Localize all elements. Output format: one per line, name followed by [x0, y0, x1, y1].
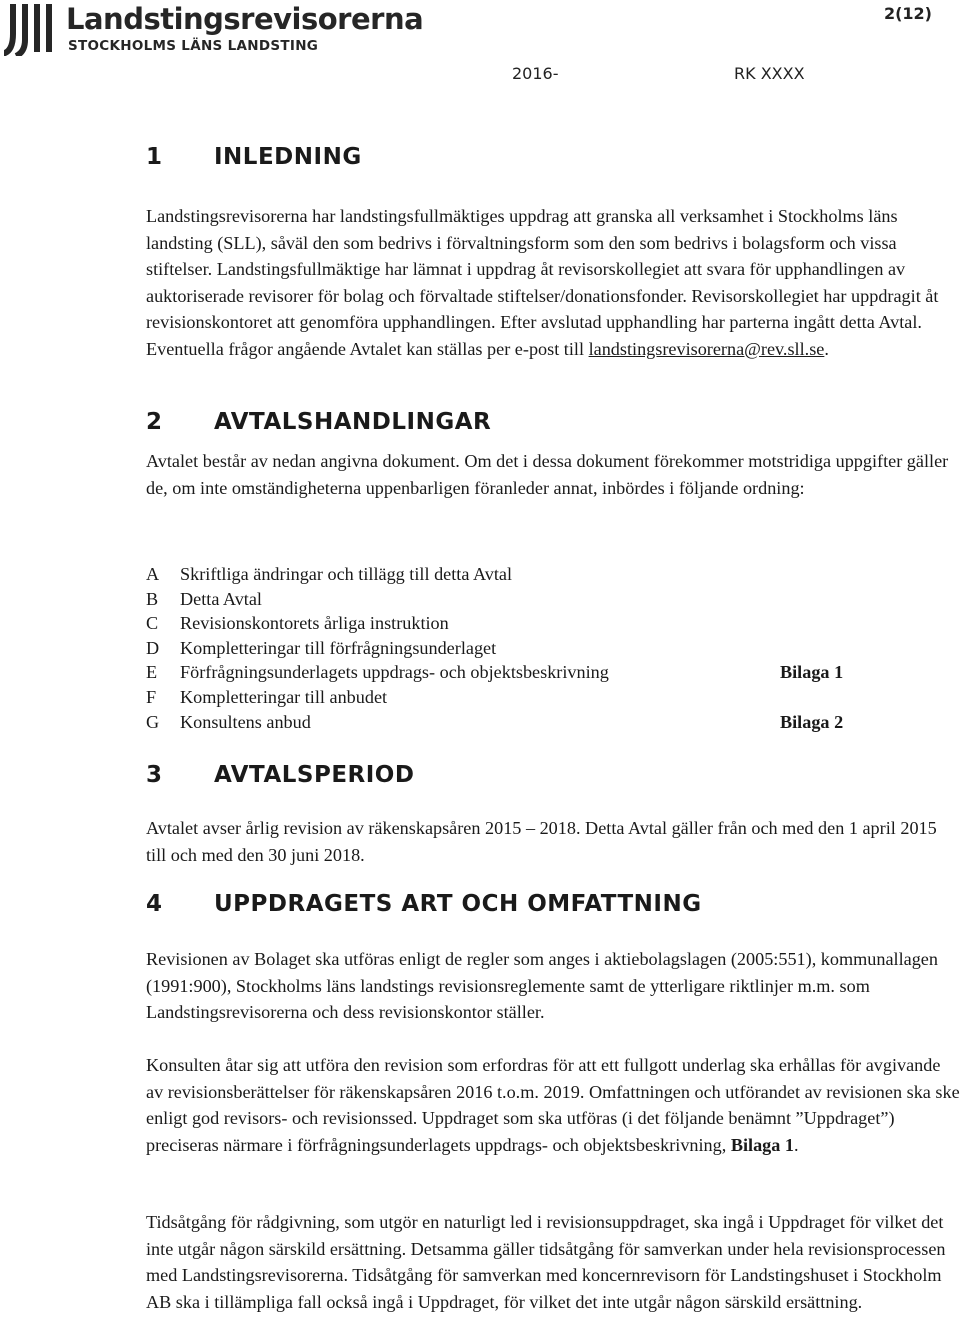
- section-4-paragraph-3: Tidsåtgång för rådgivning, som utgör en naturligt led i revisionsuppdraget, ska ingå i Uppdraget för vilket det inte utgår någon särskild ersättning. Detsamma gäller tidsåtgång för samverkan under hela revisionsprocessen med Landstingsrevisorerna. Tidsåtgång för samverkan med koncernrevisorn för Landstingshuset i Stockholm AB ska i tillämpliga fall också ingå i Uppdraget, för vilket det inte utgår någon särskild ersättning.: [146, 1212, 946, 1312]
- section-heading-1: [146, 144, 362, 170]
- order-letter: E: [146, 662, 158, 683]
- order-text: Kompletteringar till anbudet: [180, 686, 388, 707]
- order-text: Revisionskontorets årliga instruktion: [180, 613, 449, 634]
- section-4-paragraph-1: Revisionen av Bolaget ska utföras enligt de regler som anges i aktiebolagslagen (2005:551), kommunallagen (1991:900), Stockholms läns landstings revisionsreglemente samt de ytterligare riktlinjer m.m. som Landstingsrevisorerna och dess revisionskontor ställer.: [146, 949, 938, 1022]
- section-2-intro: Avtalet består av nedan angivna dokument. Om det i dessa dokument förekommer motstridiga uppgifter gäller de, om inte omständigheterna uppenbarligen föranleder annat, inbördes i följande ordning:: [146, 451, 949, 498]
- section-4-paragraph-2: [146, 1052, 960, 1158]
- order-letter: A: [146, 564, 160, 584]
- page-number: 2(12): [883, 4, 932, 23]
- order-text: Skriftliga ändringar och tillägg till detta Avtal: [180, 564, 513, 584]
- document-order-item: [146, 660, 866, 685]
- document-order-item: [146, 636, 866, 661]
- section-title: UPPDRAGETS ART OCH OMFATTNING: [214, 891, 702, 917]
- brand-subtitle: STOCKHOLMS LÄNS LANDSTING: [68, 38, 319, 54]
- section-1-body: Landstingsrevisorerna har landstingsfullmäktiges uppdrag att granska all verksamhet i Stockholms läns landsting (SLL), såväl den som bedrivs i förvaltningsform som den som bedrivs i bolagsform och vissa stiftelser. Landstingsfullmäktige har lämnat i uppdrag åt revisorskollegiet att svara för upphandlingen av auktoriserade revisorer för bolag och förvaltade stiftelser/donationsfonder. Revisorskollegiet har uppdragit åt revisionskontoret att genomföra upphandlingen. Efter avslutad upphandling har parterna ingått detta Avtal. Eventuella frågor angående Avtalet kan ställas per e-post till: [146, 206, 939, 359]
- attachment-label: Bilaga 2: [780, 711, 844, 732]
- section-title: AVTALSPERIOD: [214, 762, 415, 788]
- document-reference: RK XXXX: [734, 64, 805, 83]
- order-letter: B: [146, 588, 159, 609]
- section-4-paragraph-2-body: Konsulten åtar sig att utföra den revision som erfordras för att ett fullgott underlag ska erhållas för avgivande av revisionsberättelser för räkenskapsåren 2016 t.o.m. 2019. Omfattningen och utförandet av revisionen ska ske enligt god revisors- och revisionssed. Uppdraget som ska utföras (i det följande benämnt ”Uppdraget”) preciseras närmare i förfrågningsunderlagets uppdrags- och objektsbeskrivning,: [146, 1055, 960, 1155]
- section-number: 4: [146, 891, 163, 917]
- section-1-text: [146, 203, 960, 362]
- organization-logo: [4, 2, 424, 56]
- order-letter: F: [146, 686, 157, 707]
- document-order-item: [146, 685, 866, 710]
- document-order-list: [146, 562, 866, 734]
- section-number: 2: [146, 409, 163, 435]
- order-text: Detta Avtal: [180, 588, 262, 609]
- section-title: AVTALSHANDLINGAR: [214, 409, 492, 435]
- section-4-paragraph-2-end: .: [794, 1134, 799, 1155]
- section-3-text: Avtalet avser årlig revision av räkenskapsåren 2015 – 2018. Detta Avtal gäller från och med den 1 april 2015 till och med den 30 juni 2018.: [146, 818, 937, 865]
- section-1-end: .: [824, 338, 829, 359]
- document-year: 2016-: [512, 64, 559, 83]
- section-heading-4: [146, 891, 702, 917]
- brand-name: Landstingsrevisorerna: [66, 2, 424, 36]
- order-text: Konsultens anbud: [180, 711, 311, 732]
- order-letter: D: [146, 637, 160, 658]
- email-link[interactable]: landstingsrevisorerna@rev.sll.se: [588, 338, 825, 359]
- document-order-item: [146, 611, 866, 636]
- document-order-item: [146, 562, 866, 587]
- order-letter: C: [146, 613, 159, 634]
- document-order-item: [146, 710, 866, 735]
- landstingsrevisorerna-logo-icon: [4, 4, 60, 56]
- section-heading-2: [146, 409, 491, 435]
- order-letter: G: [146, 711, 160, 732]
- section-number: 3: [146, 762, 163, 788]
- attachment-label: Bilaga 1: [780, 662, 844, 683]
- attachment-reference: Bilaga 1: [730, 1134, 795, 1155]
- section-number: 1: [146, 144, 163, 170]
- section-heading-3: [146, 762, 414, 788]
- order-text: Kompletteringar till förfrågningsunderlaget: [180, 637, 497, 658]
- order-text: Förfrågningsunderlagets uppdrags- och objektsbeskrivning: [180, 662, 609, 683]
- section-title: INLEDNING: [214, 144, 362, 170]
- document-order-item: [146, 587, 866, 612]
